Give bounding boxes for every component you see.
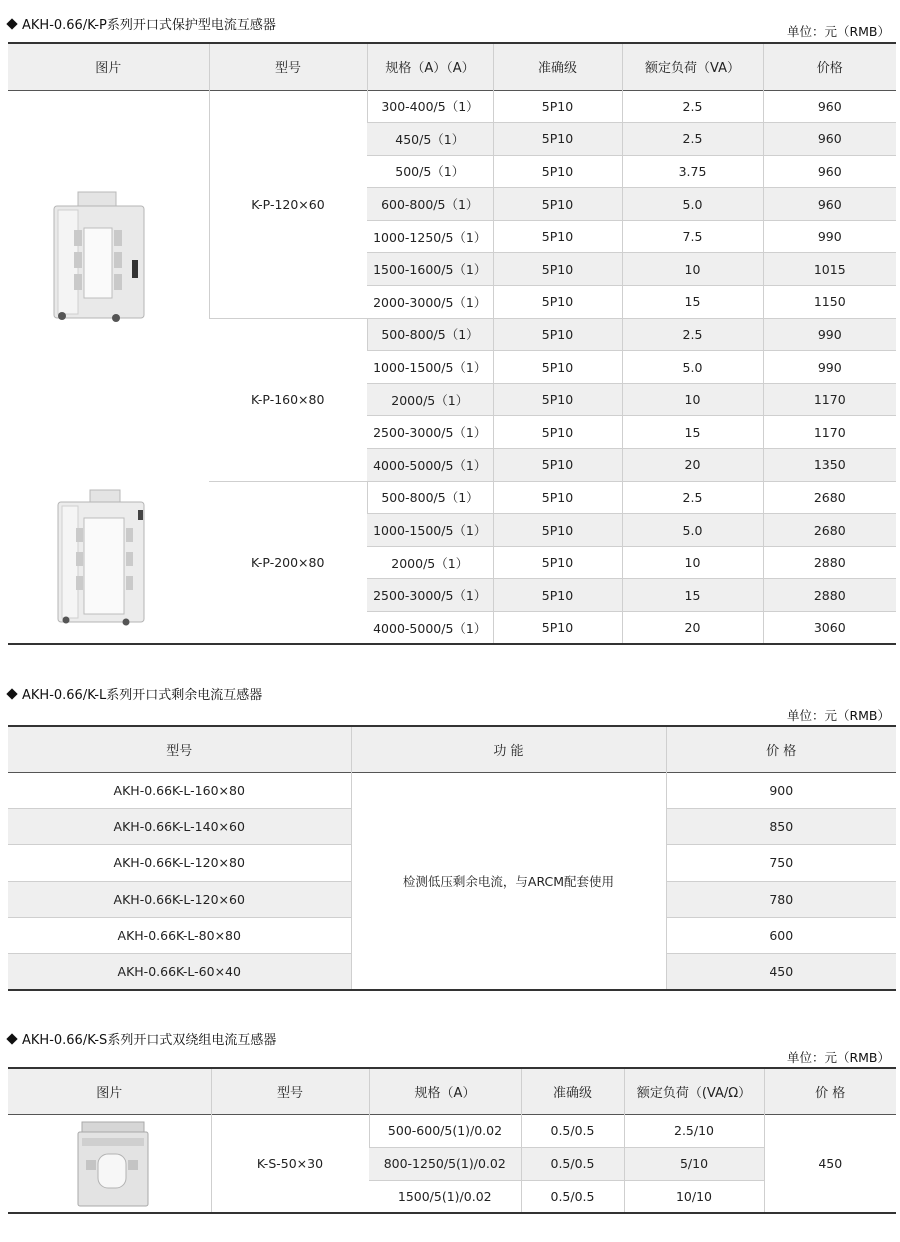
accuracy-cell: 5P10 (493, 253, 622, 286)
diamond-bullet-icon (6, 1033, 17, 1044)
load-cell: 3.75 (622, 155, 763, 188)
load-cell: 2.5 (622, 123, 763, 156)
section-title-text: AKH-0.66/K-L系列开口式剩余电流互感器 (22, 688, 263, 703)
load-cell: 5/10 (624, 1147, 764, 1180)
diamond-bullet-icon (6, 688, 17, 699)
kl-price-table (8, 725, 896, 991)
accuracy-cell: 5P10 (493, 449, 622, 482)
spec-cell: 2000/5（1） (367, 546, 493, 579)
accuracy-cell: 5P10 (493, 546, 622, 579)
spec-cell: 1000-1500/5（1） (367, 514, 493, 547)
col-header-spec: 规格（A） (369, 1068, 521, 1114)
accuracy-cell: 5P10 (493, 481, 622, 514)
spec-cell: 2500-3000/5（1） (367, 416, 493, 449)
col-header-price: 价 格 (666, 726, 896, 772)
accuracy-cell: 5P10 (493, 612, 622, 645)
accuracy-cell: 5P10 (493, 318, 622, 351)
unit-label: 单位：元（RMB） (786, 24, 890, 39)
price-cell: 960 (763, 188, 896, 221)
accuracy-cell: 0.5/0.5 (521, 1147, 624, 1180)
price-cell: 780 (666, 881, 896, 917)
price-cell: 990 (763, 351, 896, 384)
col-header-accuracy: 准确级 (493, 43, 622, 90)
price-cell: 2680 (763, 481, 896, 514)
load-cell: 15 (622, 579, 763, 612)
spec-cell: 2000-3000/5（1） (367, 286, 493, 319)
spec-cell: 4000-5000/5（1） (367, 449, 493, 482)
col-header-load: 额定负荷（VA） (622, 43, 763, 90)
price-cell: 1350 (763, 449, 896, 482)
spec-cell: 300-400/5（1） (367, 90, 493, 123)
col-header-model: 型号 (8, 726, 351, 772)
load-cell: 20 (622, 612, 763, 645)
load-cell: 7.5 (622, 220, 763, 253)
model-cell: AKH-0.66K-L-160×80 (8, 772, 351, 808)
accuracy-cell: 5P10 (493, 220, 622, 253)
load-cell: 2.5 (622, 318, 763, 351)
accuracy-cell: 5P10 (493, 188, 622, 221)
accuracy-cell: 0.5/0.5 (521, 1114, 624, 1147)
model-cell: K-S-50×30 (211, 1114, 369, 1213)
load-cell: 2.5/10 (624, 1114, 764, 1147)
table-row (8, 90, 896, 123)
col-header-price: 价 格 (764, 1068, 896, 1114)
model-cell: AKH-0.66K-L-120×60 (8, 881, 351, 917)
load-cell: 15 (622, 416, 763, 449)
spec-cell: 800-1250/5(1)/0.02 (369, 1147, 521, 1180)
spec-cell: 500-600/5(1)/0.02 (369, 1114, 521, 1147)
model-cell: AKH-0.66K-L-60×40 (8, 954, 351, 990)
spec-cell: 1000-1250/5（1） (367, 220, 493, 253)
section-title-text: AKH-0.66/K-P系列开口式保护型电流互感器 (22, 18, 276, 33)
col-header-accuracy: 准确级 (521, 1068, 624, 1114)
load-cell: 10 (622, 253, 763, 286)
diamond-bullet-icon (6, 18, 17, 29)
price-cell: 2680 (763, 514, 896, 547)
load-cell: 10/10 (624, 1180, 764, 1213)
model-cell: AKH-0.66K-L-140×60 (8, 808, 351, 844)
price-cell: 850 (666, 808, 896, 844)
load-cell: 10 (622, 546, 763, 579)
col-header-model: 型号 (209, 43, 367, 90)
price-cell: 960 (763, 90, 896, 123)
spec-cell: 1500/5(1)/0.02 (369, 1180, 521, 1213)
spec-cell: 450/5（1） (367, 123, 493, 156)
price-cell: 2880 (763, 579, 896, 612)
price-cell: 990 (763, 318, 896, 351)
accuracy-cell: 5P10 (493, 123, 622, 156)
col-header-spec: 规格（A）（A） (367, 43, 493, 90)
accuracy-cell: 5P10 (493, 155, 622, 188)
price-cell: 750 (666, 845, 896, 881)
model-cell: K-P-160×80 (209, 318, 367, 481)
accuracy-cell: 5P10 (493, 579, 622, 612)
spec-cell: 1500-1600/5（1） (367, 253, 493, 286)
price-cell: 600 (666, 918, 896, 954)
col-header-image: 图片 (8, 1068, 211, 1114)
price-cell: 450 (764, 1114, 896, 1213)
price-cell: 2880 (763, 546, 896, 579)
spec-cell: 500-800/5（1） (367, 318, 493, 351)
spec-cell: 600-800/5（1） (367, 188, 493, 221)
load-cell: 15 (622, 286, 763, 319)
col-header-function: 功 能 (351, 726, 666, 772)
spec-cell: 2500-3000/5（1） (367, 579, 493, 612)
load-cell: 2.5 (622, 90, 763, 123)
section-title-kl (8, 684, 262, 703)
table-row (8, 772, 896, 808)
accuracy-cell: 5P10 (493, 351, 622, 384)
price-cell: 1150 (763, 286, 896, 319)
section-title-kp (8, 14, 276, 33)
col-header-image: 图片 (8, 43, 209, 90)
load-cell: 5.0 (622, 514, 763, 547)
unit-label: 单位：元（RMB） (786, 708, 890, 723)
accuracy-cell: 5P10 (493, 383, 622, 416)
price-cell: 960 (763, 155, 896, 188)
spec-cell: 500-800/5（1） (367, 481, 493, 514)
kp-120x60-product-image (44, 190, 154, 325)
model-cell: K-P-120×60 (209, 90, 367, 318)
load-cell: 10 (622, 383, 763, 416)
section-title-text: AKH-0.66/K-S系列开口式双绕组电流互感器 (22, 1033, 277, 1048)
ks-50x30-product-image (72, 1120, 152, 1210)
accuracy-cell: 5P10 (493, 90, 622, 123)
spec-cell: 500/5（1） (367, 155, 493, 188)
model-cell: K-P-200×80 (209, 481, 367, 644)
price-cell: 3060 (763, 612, 896, 645)
load-cell: 20 (622, 449, 763, 482)
model-cell: AKH-0.66K-L-80×80 (8, 918, 351, 954)
load-cell: 2.5 (622, 481, 763, 514)
function-cell: 检测低压剩余电流，与ARCM配套使用 (351, 772, 666, 990)
price-cell: 1170 (763, 416, 896, 449)
price-cell: 1170 (763, 383, 896, 416)
accuracy-cell: 0.5/0.5 (521, 1180, 624, 1213)
model-cell: AKH-0.66K-L-120×80 (8, 845, 351, 881)
price-cell: 1015 (763, 253, 896, 286)
accuracy-cell: 5P10 (493, 286, 622, 319)
spec-cell: 2000/5（1） (367, 383, 493, 416)
load-cell: 5.0 (622, 188, 763, 221)
accuracy-cell: 5P10 (493, 514, 622, 547)
price-cell: 990 (763, 220, 896, 253)
spec-cell: 4000-5000/5（1） (367, 612, 493, 645)
section-title-ks (8, 1029, 276, 1048)
price-cell: 450 (666, 954, 896, 990)
price-cell: 960 (763, 123, 896, 156)
col-header-load: 额定负荷（(VA/Ω） (624, 1068, 764, 1114)
unit-label: 单位：元（RMB） (786, 1050, 890, 1065)
kp-200x80-product-image (50, 488, 160, 628)
load-cell: 5.0 (622, 351, 763, 384)
price-cell: 900 (666, 772, 896, 808)
spec-cell: 1000-1500/5（1） (367, 351, 493, 384)
accuracy-cell: 5P10 (493, 416, 622, 449)
col-header-model: 型号 (211, 1068, 369, 1114)
col-header-price: 价格 (763, 43, 896, 90)
